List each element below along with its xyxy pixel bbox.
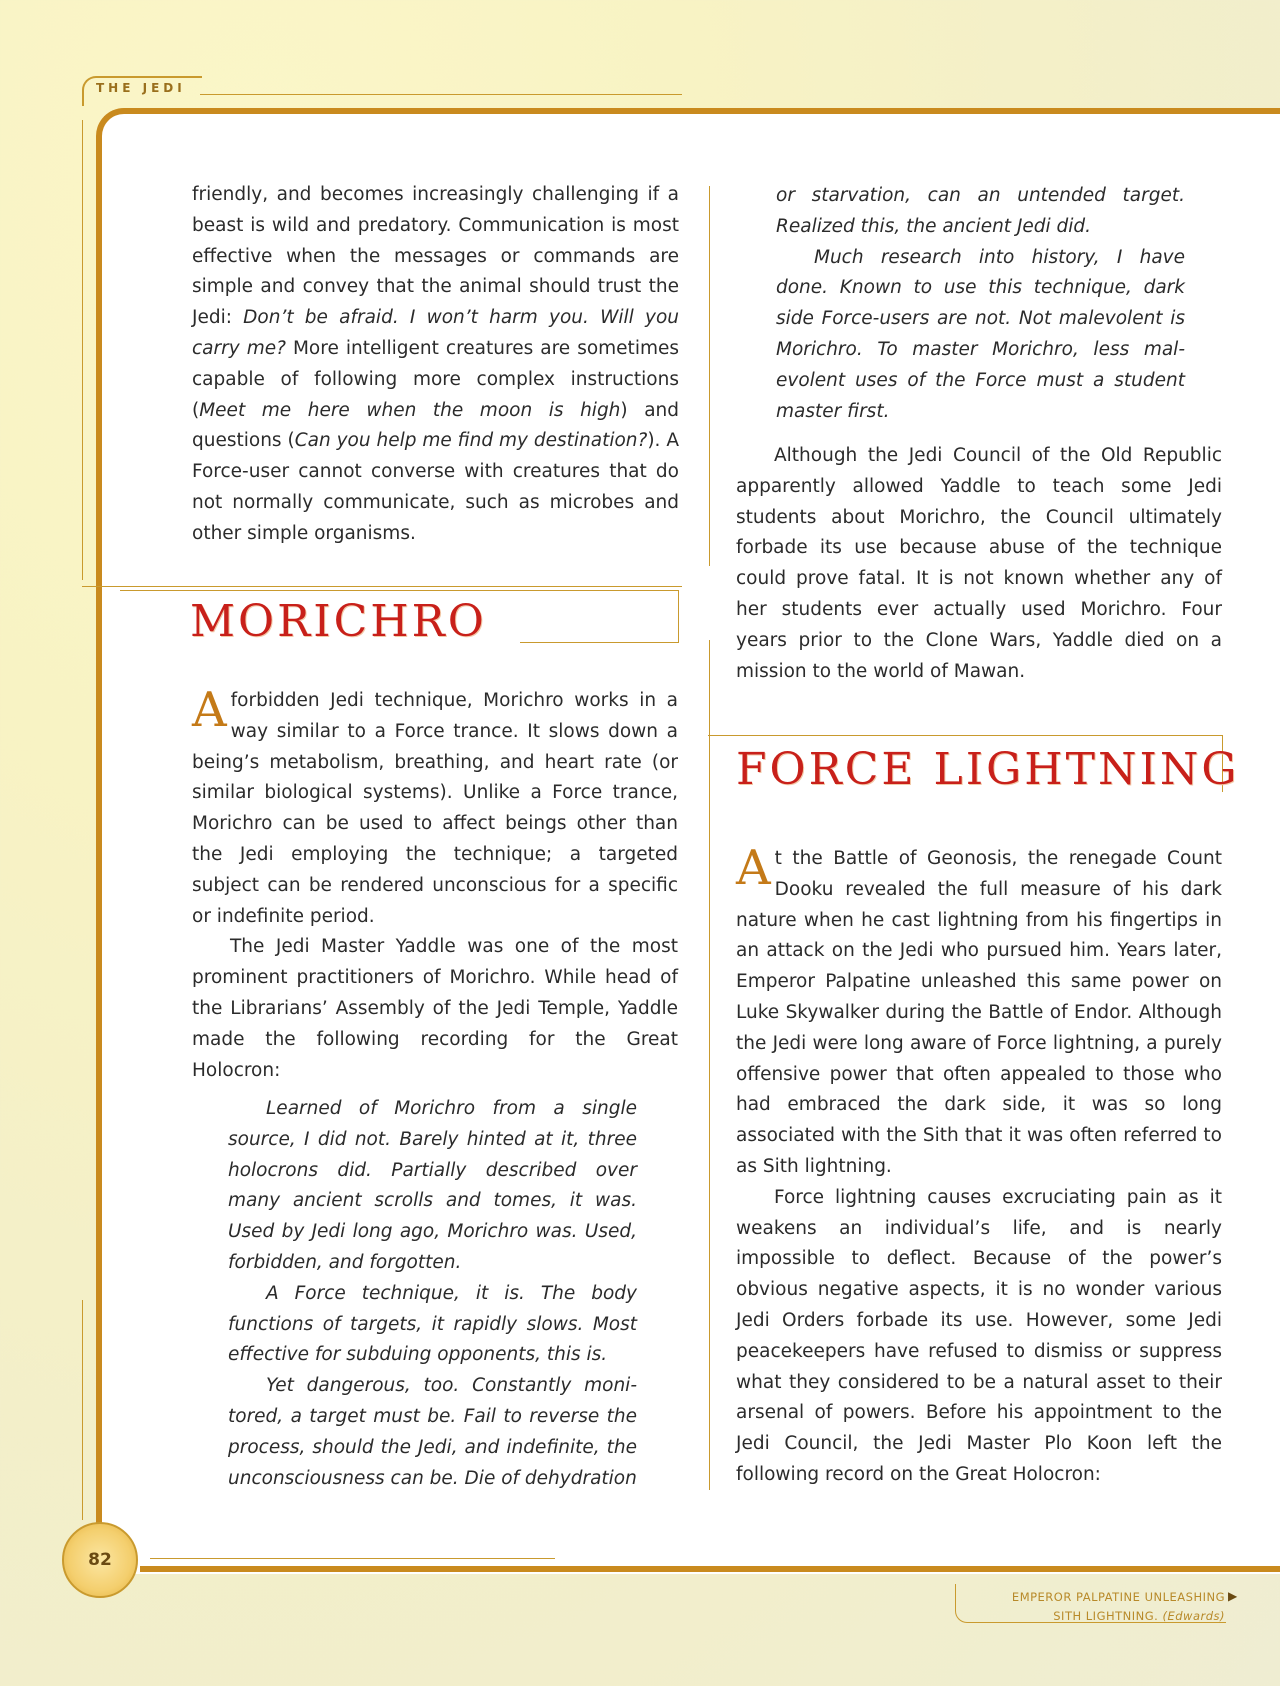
morichro-conclusion <box>736 441 1222 687</box>
left-intro-paragraph <box>192 180 679 550</box>
page-number: 82 <box>62 1522 138 1598</box>
force-lightning-para-2: Force lightning causes excruciating pain as it weakens an individual’s life, and is nearly impossible to deflect. Because of the power’s obvious negative aspects, it is no wonder various Jedi Orders forbade its use. However, some Jedi peacekeepers have refused to dismiss or suppress what they considered to be a natural asset to their arsenal of powers. Before his appointment to the Jedi Council, the Jedi Master Plo Koon left the following record on the Great Holocron: <box>736 1186 1222 1485</box>
yaddle-quote-right <box>776 181 1185 427</box>
force-lightning-para-1: t the Battle of Geonosis, the renegade Count Dooku revealed the full measure of his dark nature when he cast lightning from his fingertips in an attack on the Jedi who pursued him. Years later, Emperor Palpatine unleashed this same power on Luke Skywalker during the Battle of Endor. Although the Jedi were long aware of Force lightning, a purely offensive power that often appealed to those who had embraced the dark side, it was so long associated with the Sith that it was often referred to as Sith lightning. <box>736 848 1222 1177</box>
header-rule <box>200 94 682 95</box>
panel-bottom-rule <box>140 1566 1280 1572</box>
heading-morichro: MORICHRO <box>190 596 487 647</box>
force-lightning-body <box>736 840 1222 1491</box>
yaddle-quote-left <box>228 1094 637 1494</box>
quote-para-3: Yet dangerous, too. Constantly moni-tored, a target must be. Fail to reverse the process, should the Jedi, and indefinite, the unconsciousness can be. Die of dehydration <box>228 1375 637 1489</box>
frame-ornament-left-top <box>82 120 93 580</box>
image-caption <box>965 1588 1225 1626</box>
morichro-body <box>192 682 678 1086</box>
quote-para-1: Learned of Morichro from a single source, I did not. Barely hinted at it, three holocrons did. Partially described over many ancient scrolls and tomes, it was. Used by Jedi long ago, Morichro was. Used, forbidden, and forgotten. <box>228 1098 637 1273</box>
heading-frame-morichro <box>520 590 679 643</box>
intro-example-1: Don’t be afraid. I won’t harm you. Will you carry me? <box>192 307 679 359</box>
intro-text-2: More intelligent creatures are sometimes capable of following more complex instructions ( <box>192 337 679 421</box>
intro-example-2: Meet me here when the moon is high <box>199 399 621 421</box>
footer-rule <box>150 1558 555 1559</box>
morichro-para-3: Although the Jedi Council of the Old Republic apparently allowed Yaddle to teach some Jedi students about Morichro, the Council ultimately forbade its use because abuse of the technique could prove fatal. It is not known whether any of her students ever actually used Morichro. Four years prior to the Clone Wars, Yaddle died on a mission to the world of Mawan. <box>736 445 1222 682</box>
heading-force-lightning: FORCE LIGHTNING <box>736 744 1240 795</box>
frame-ornament-rule <box>82 586 682 587</box>
caption-line-1: EMPEROR PALPATINE UNLEASHING <box>1011 1590 1225 1604</box>
quote-para-4: Much research into history, I have done. Known to use this technique, dark side Force-users are not. Not malevolent is Morichro. To master Morichro, less mal-evolent uses of the Force must a student master first. <box>776 246 1185 422</box>
quote-para-2: A Force technique, it is. The body functions of targets, it rapidly slows. Most effective for subduing opponents, this is. <box>228 1282 637 1366</box>
intro-text-4: ). A Force-user cannot converse with creatures that do not normally communicate, such as microbes and other simple organisms. <box>192 430 679 544</box>
column-divider-top <box>709 186 710 566</box>
dropcap-a-2: A <box>736 840 771 896</box>
caption-line-2: SITH LIGHTNING. <box>1053 1609 1159 1623</box>
quote-continuation: or starvation, can an untended target. Realized this, the ancient Jedi did. <box>776 185 1185 237</box>
intro-text-1: friendly, and becomes increasingly challenging if a beast is wild and predatory. Communication is most effective when the messages or commands are simple and convey that the animal should trust the Jedi: <box>192 184 679 329</box>
section-label: THE JEDI <box>96 81 186 95</box>
intro-example-3: Can you help me find my destination? <box>294 430 648 452</box>
frame-ornament-left-bottom <box>82 1300 93 1520</box>
intro-text-3: ) and questions ( <box>192 399 680 452</box>
caption-arrow-icon: ▶ <box>1228 1589 1238 1603</box>
morichro-para-1: forbidden Jedi technique, Morichro works in a way similar to a Force trance. It slows down a being’s metabolism, breathing, and heart rate (or similar biological systems). Unlike a Force trance, Morichro can be used to affect beings other than the Jedi employing the technique; a targeted subject can be rendered unconscious for a specific or indefinite period. <box>192 690 678 927</box>
morichro-para-2: The Jedi Master Yaddle was one of the most prominent practitioners of Morichro. While head of the Librarians’ Assembly of the Jedi Temple, Yaddle made the following recording for the Great Holocron: <box>192 936 678 1081</box>
dropcap-a: A <box>192 682 227 738</box>
caption-credit: (Edwards) <box>1162 1609 1225 1623</box>
